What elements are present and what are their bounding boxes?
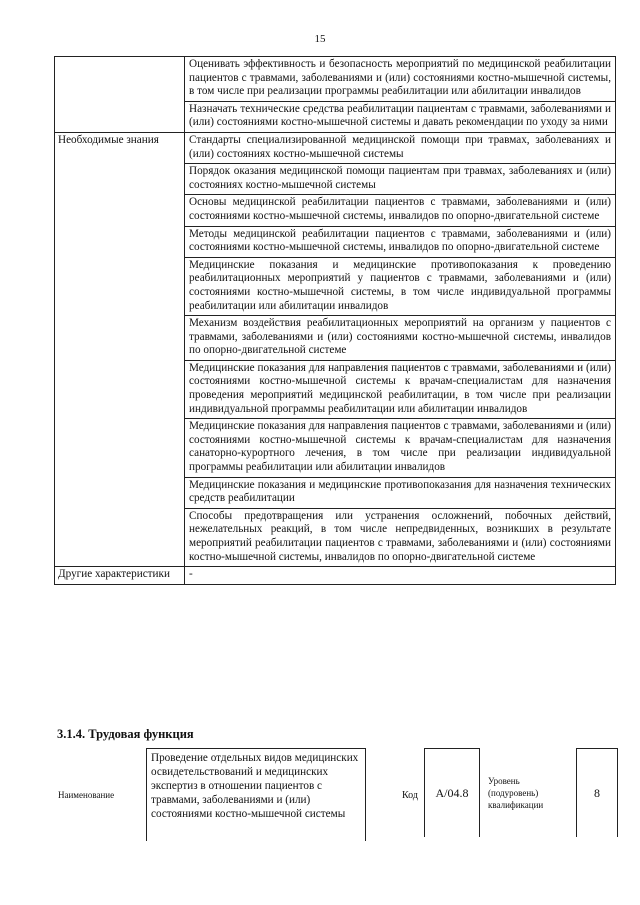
row-label bbox=[55, 57, 185, 102]
section-title: 3.1.4. Трудовая функция bbox=[57, 727, 194, 741]
table-row bbox=[55, 195, 616, 226]
table-row bbox=[55, 226, 616, 257]
table-row bbox=[55, 477, 616, 508]
row-text: Медицинские показания для направления пациентов с травмами, заболеваниями и (или) состояниями костно-мышечной системы к врачам-специалистам для назначения проведения мероприятий медицинской реабилитации, в том числе при реализации индивидуальной программы реабилитации или абилитации инвалидов bbox=[185, 360, 616, 418]
row-text: Медицинские показания и медицинские противопоказания к проведению реабилитационных мероприятий у пациентов с травмами, заболеваниями и (или) состояниями костно-мышечной системы, в том числе индивидуальной программы реабилитации или абилитации инвалидов bbox=[185, 257, 616, 315]
table-row bbox=[55, 419, 616, 477]
function-code-box: А/04.8 bbox=[424, 748, 480, 837]
row-label bbox=[55, 477, 185, 508]
row-label bbox=[55, 508, 185, 566]
row-text: Назначать технические средства реабилитации пациентам с травмами, заболеваниями и (или) состояниями костно-мышечной системы и давать рекомендации по уходу за ними bbox=[185, 101, 616, 132]
row-text: Основы медицинской реабилитации пациентов с травмами, заболеваниями и (или) состояниями костно-мышечной системы, инвалидов по опорно-двигательной системе bbox=[185, 195, 616, 226]
row-text: Оценивать эффективность и безопасность мероприятий по медицинской реабилитации пациентов с травмами, заболеваниями и (или) состояниями костно-мышечной системы, в том числе при реализации программы реабилитации или абилитации инвалидов bbox=[185, 57, 616, 102]
row-text: - bbox=[185, 567, 616, 585]
row-label bbox=[55, 316, 185, 361]
row-label bbox=[55, 226, 185, 257]
table-row bbox=[55, 508, 616, 566]
table-row bbox=[55, 360, 616, 418]
row-text: Методы медицинской реабилитации пациентов с травмами, заболеваниями и (или) состояниями костно-мышечной системы, инвалидов по опорно-двигательной системе bbox=[185, 226, 616, 257]
name-label: Наименование bbox=[58, 790, 115, 800]
row-text: Механизм воздействия реабилитационных мероприятий на организм у пациентов с травмами, заболеваниями и (или) состояниями костно-мышечной системы, инвалидов по опорно-двигательной системе bbox=[185, 316, 616, 361]
table-row bbox=[55, 101, 616, 132]
row-text: Медицинские показания и медицинские противопоказания для назначения технических средств реабилитации bbox=[185, 477, 616, 508]
row-label bbox=[55, 419, 185, 477]
function-name-box: Проведение отдельных видов медицинских освидетельствований и медицинских экспертиз в отношении пациентов с травмами, заболеваниями и (или) состояниями костно-мышечной системы bbox=[146, 748, 366, 841]
table-row bbox=[55, 57, 616, 102]
row-label bbox=[55, 360, 185, 418]
row-label: Необходимые знания bbox=[55, 132, 185, 163]
code-label: Код bbox=[402, 790, 418, 801]
row-text: Порядок оказания медицинской помощи пациентам при травмах, заболеваниях и (или) состояниях костно-мышечной системы bbox=[185, 164, 616, 195]
table-row bbox=[55, 132, 616, 163]
level-label: Уровень (подуровень) квалификации bbox=[488, 776, 544, 810]
page-number: 15 bbox=[314, 33, 326, 45]
row-label: Другие характеристики bbox=[55, 567, 185, 585]
table-row bbox=[55, 164, 616, 195]
row-label bbox=[55, 164, 185, 195]
row-text: Стандарты специализированной медицинской помощи при травмах, заболеваниях и (или) состояниях костно-мышечной системы bbox=[185, 132, 616, 163]
row-label bbox=[55, 195, 185, 226]
table-row bbox=[55, 567, 616, 585]
row-label bbox=[55, 257, 185, 315]
table-row bbox=[55, 257, 616, 315]
row-text: Способы предотвращения или устранения осложнений, побочных действий, нежелательных реакций, в том числе непредвиденных, возникших в результате мероприятий реабилитации пациентов с травмами, заболеваниями и (или) состояниями костно-мышечной системы, инвалидов по опорно-двигательной системе bbox=[185, 508, 616, 566]
row-text: Медицинские показания для направления пациентов с травмами, заболеваниями и (или) состояниями костно-мышечной системы к врачам-специалистам для назначения санаторно-курортного лечения, в том числе при реализации индивидуальной программы реабилитации или абилитации инвалидов bbox=[185, 419, 616, 477]
row-label bbox=[55, 101, 185, 132]
requirements-table bbox=[54, 56, 616, 585]
table-row bbox=[55, 316, 616, 361]
qualification-level-box: 8 bbox=[576, 748, 618, 837]
